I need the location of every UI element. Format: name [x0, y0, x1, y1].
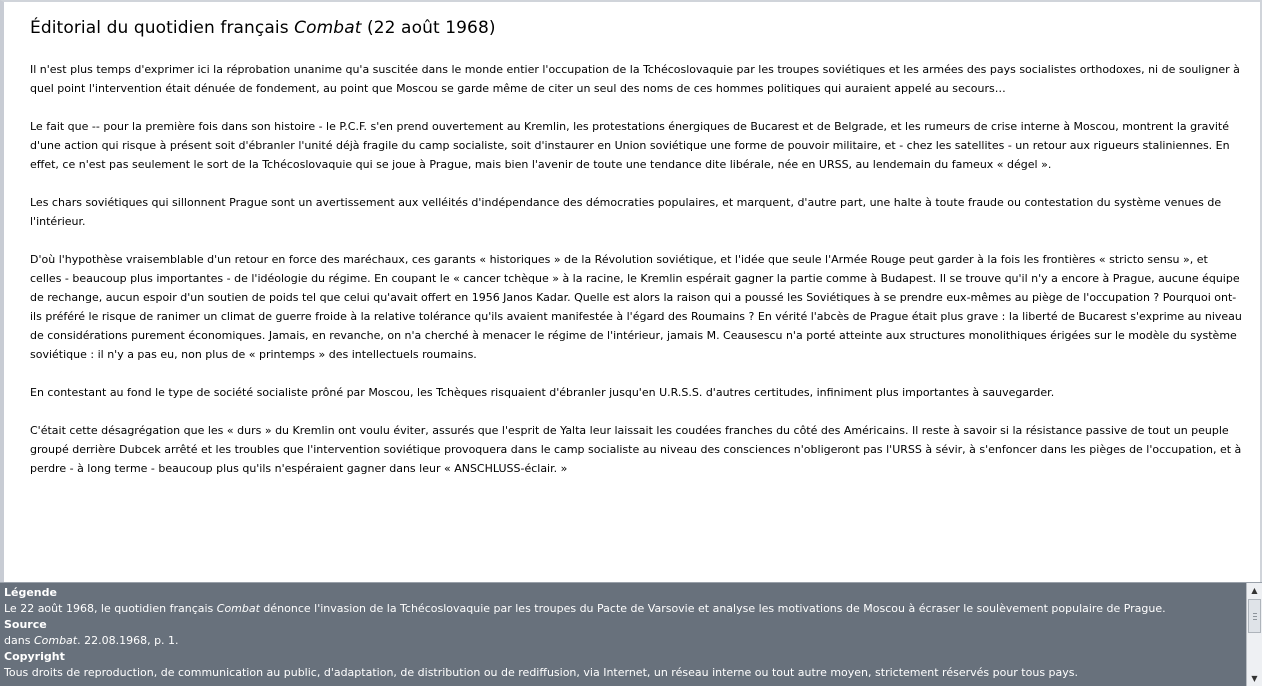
paragraph-6: C'était cette désagrégation que les « durs » du Kremlin ont voulu éviter, assurés que l'esprit de Yalta leur laissait les coudées franches du côté des Américains. Il reste à savoir si la résistance passive de tout un peuple groupé derrière Dubcek arrêté et les troubles que l'intervention soviétique provoquera dans le camp socialiste au niveau des consciences n'obligeront pas l'URSS à sévir, à s'enfoncer dans les pièges de l'occupation, et à perdre - à long terme - beaucoup plus qu'ils n'espéraient gagner dans leur « ANSCHLUSS-éclair. »: [30, 424, 1242, 475]
source-prefix: dans: [4, 634, 34, 647]
grip-line: [1253, 616, 1257, 617]
document-content: [30, 18, 1242, 497]
title-prefix: Éditorial du quotidien français: [30, 18, 295, 38]
legend-suffix: dénonce l'invasion de la Tchécoslovaquie par les troupes du Pacte de Varsovie et analyse les motivations de Moscou à écraser le soulèvement populaire de Prague.: [259, 602, 1166, 615]
copyright-heading: Copyright: [4, 650, 65, 663]
metadata-panel: [0, 582, 1262, 686]
legend-prefix: Le 22 août 1968, le quotidien français: [4, 602, 217, 615]
source-heading: Source: [4, 618, 47, 631]
legend-heading: Légende: [4, 586, 57, 599]
legend-text: [4, 601, 1240, 617]
arrow-down-icon[interactable]: ▼: [1251, 674, 1258, 683]
source-text: [4, 633, 1240, 649]
copyright-text: Tous droits de reproduction, de communication au public, d'adaptation, de distribution ou de rediffusion, via Internet, un réseau interne ou tout autre moyen, strictement réservés pour tous pays.: [4, 666, 1079, 679]
grip-line: [1253, 619, 1257, 620]
metadata-scrollbar[interactable]: [1246, 583, 1262, 686]
source-newspaper-name: Combat: [33, 634, 78, 647]
paragraph-1: Il n'est plus temps d'exprimer ici la réprobation unanime qu'a suscitée dans le monde entier l'occupation de la Tchécoslovaquie par les troupes soviétiques et les armées des pays socialistes orthodoxes, ni de souligner à quel point l'intervention était dénuée de fondement, au point que Moscou se garde même de citer un seul des noms de ces hommes politiques qui auraient appelé au secours…: [30, 63, 1240, 95]
legend-newspaper-name: Combat: [216, 602, 260, 615]
scrollbar-thumb[interactable]: [1248, 599, 1261, 633]
paragraph-3: Les chars soviétiques qui sillonnent Prague sont un avertissement aux velléités d'indépendance des démocraties populaires, et marquent, d'autre part, une halte à toute fraude ou contestation du système venues de l'intérieur.: [30, 196, 1222, 228]
source-suffix: . 22.08.1968, p. 1.: [77, 634, 179, 647]
title-suffix: (22 août 1968): [361, 18, 496, 38]
title-newspaper-name: Combat: [294, 18, 362, 38]
paragraph-2: Le fait que -- pour la première fois dans son histoire - le P.C.F. s'en prend ouvertement au Kremlin, les protestations énergiques de Bucarest et de Belgrade, et les rumeurs de crise interne à Moscou, montrent la gravité d'une action qui risque à présent soit d'ébranler l'unité déjà fragile du camp socialiste, soit d'instaurer en Union soviétique une forme de pouvoir militaire, et - chez les satellites - un retour aux rigueurs staliniennes. En effet, ce n'est pas seulement le sort de la Tchécoslovaquie qui se joue à Prague, mais bien l'avenir de toute une tendance dite libérale, née en URSS, au lendemain du fameux « dégel ».: [30, 120, 1230, 171]
grip-line: [1253, 613, 1257, 614]
metadata-content: [4, 585, 1240, 681]
arrow-up-icon[interactable]: ▲: [1251, 586, 1258, 595]
document-title: [30, 18, 1242, 38]
paragraph-5: En contestant au fond le type de société socialiste prôné par Moscou, les Tchèques risquaient d'ébranler jusqu'en U.R.S.S. d'autres certitudes, infiniment plus importantes à sauvegarder.: [30, 386, 1055, 399]
paragraph-4: D'où l'hypothèse vraisemblable d'un retour en force des maréchaux, ces garants « historiques » de la Révolution soviétique, et l'idée que seule l'Armée Rouge peut garder à la fois les frontières « stricto sensu », et celles - beaucoup plus importantes - de l'idéologie du régime. En coupant le « cancer tchèque » à la racine, le Kremlin espérait gagner la partie comme à Budapest. Il se trouve qu'il n'y a encore à Prague, aucune équipe de rechange, aucun espoir d'un soutien de poids tel que celui qu'avait offert en 1956 Janos Kadar. Quelle est alors la raison qui a poussé les Soviétiques à se prendre eux-mêmes au piège de l'occupation ? Pourquoi ont-ils préféré le risque de ranimer un climat de guerre froide à la relative tolérance qu'ils avaient manifestée à l'égard des Roumains ? En vérité l'abcès de Prague était plus grave : la liberté de Bucarest s'exprime au niveau de considérations purement économiques. Jamais, en revanche, on n'a cherché à menacer le régime de l'intérieur, jamais M. Ceausescu n'a porté atteinte aux structures monolithiques érigées sur le modèle du système soviétique : il n'y a pas eu, non plus de « printemps » des intellectuels roumains.: [30, 253, 1242, 361]
